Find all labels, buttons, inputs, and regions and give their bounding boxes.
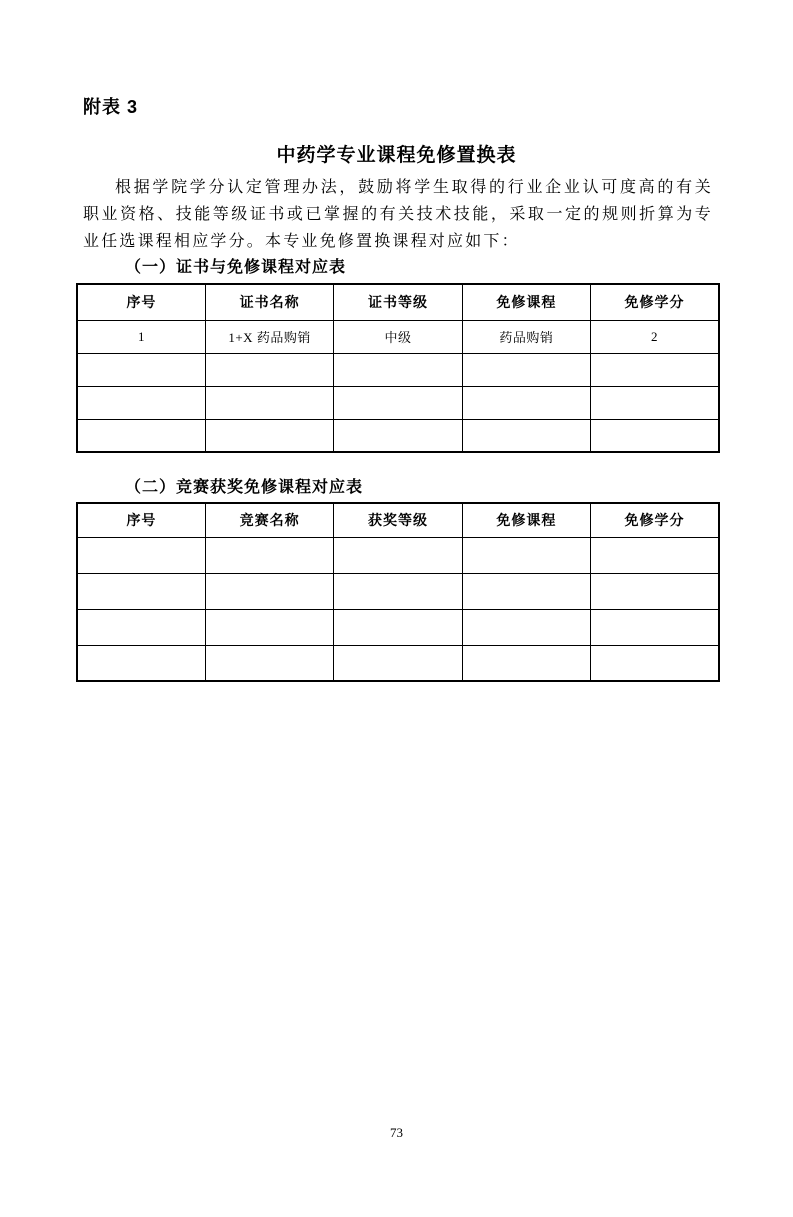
table-cell <box>205 609 333 645</box>
table-cell <box>462 573 590 609</box>
column-header-exempt-credits: 免修学分 <box>591 284 719 320</box>
table-row <box>77 537 719 573</box>
table-cell <box>205 353 333 386</box>
table-cell <box>77 386 205 419</box>
table-cell <box>205 386 333 419</box>
table-row <box>77 645 719 681</box>
certificate-table <box>76 283 720 453</box>
certificate-table-caption: （一）证书与免修课程对应表 <box>125 259 347 276</box>
table-cell: 中级 <box>334 320 462 353</box>
table-row <box>77 353 719 386</box>
table-cell <box>77 645 205 681</box>
table-cell <box>334 609 462 645</box>
competition-table <box>76 502 720 682</box>
column-header-certificate-level: 证书等级 <box>334 284 462 320</box>
table-cell: 1 <box>77 320 205 353</box>
column-header-exempt-course: 免修课程 <box>462 284 590 320</box>
competition-table-caption: （二）竞赛获奖免修课程对应表 <box>125 479 364 496</box>
table-cell <box>591 609 719 645</box>
table-cell <box>591 645 719 681</box>
intro-paragraph: 根据学院学分认定管理办法，鼓励将学生取得的行业企业认可度高的有关职业资格、技能等级证书或已掌握的有关技术技能，采取一定的规则折算为专业任选课程相应学分。本专业免修置换课程对应如下： <box>83 179 713 250</box>
table-cell <box>334 353 462 386</box>
table-cell <box>591 573 719 609</box>
page-title: 中药学专业课程免修置换表 <box>276 145 517 166</box>
table-cell <box>462 386 590 419</box>
table-cell <box>77 419 205 452</box>
table-header-row <box>77 503 719 537</box>
table-cell <box>591 386 719 419</box>
table-cell <box>334 645 462 681</box>
table-cell <box>462 645 590 681</box>
table-cell <box>334 419 462 452</box>
table-cell <box>591 419 719 452</box>
page-number: 73 <box>390 1125 403 1140</box>
table-cell <box>334 573 462 609</box>
column-header-seq: 序号 <box>77 503 205 537</box>
column-header-award-level: 获奖等级 <box>334 503 462 537</box>
table-header-row <box>77 284 719 320</box>
table-row <box>77 386 719 419</box>
table-cell <box>591 537 719 573</box>
table-cell: 药品购销 <box>462 320 590 353</box>
table-cell <box>77 353 205 386</box>
table-cell <box>462 609 590 645</box>
table-cell <box>334 386 462 419</box>
table-cell: 2 <box>591 320 719 353</box>
table-cell <box>205 573 333 609</box>
table-cell <box>462 419 590 452</box>
table-cell <box>77 573 205 609</box>
table-row <box>77 609 719 645</box>
table-cell <box>77 609 205 645</box>
table-cell <box>462 353 590 386</box>
table-cell <box>205 537 333 573</box>
table-cell <box>77 537 205 573</box>
table-row <box>77 419 719 452</box>
column-header-certificate-name: 证书名称 <box>205 284 333 320</box>
appendix-label: 附表 3 <box>83 97 139 117</box>
table-cell <box>205 419 333 452</box>
table-cell <box>334 537 462 573</box>
column-header-competition-name: 竞赛名称 <box>205 503 333 537</box>
column-header-exempt-credits: 免修学分 <box>591 503 719 537</box>
column-header-exempt-course: 免修课程 <box>462 503 590 537</box>
table-row <box>77 573 719 609</box>
table-row <box>77 320 719 353</box>
table-cell <box>591 353 719 386</box>
column-header-seq: 序号 <box>77 284 205 320</box>
table-cell: 1+X 药品购销 <box>205 320 333 353</box>
table-cell <box>462 537 590 573</box>
document-page <box>0 95 793 1217</box>
table-cell <box>205 645 333 681</box>
